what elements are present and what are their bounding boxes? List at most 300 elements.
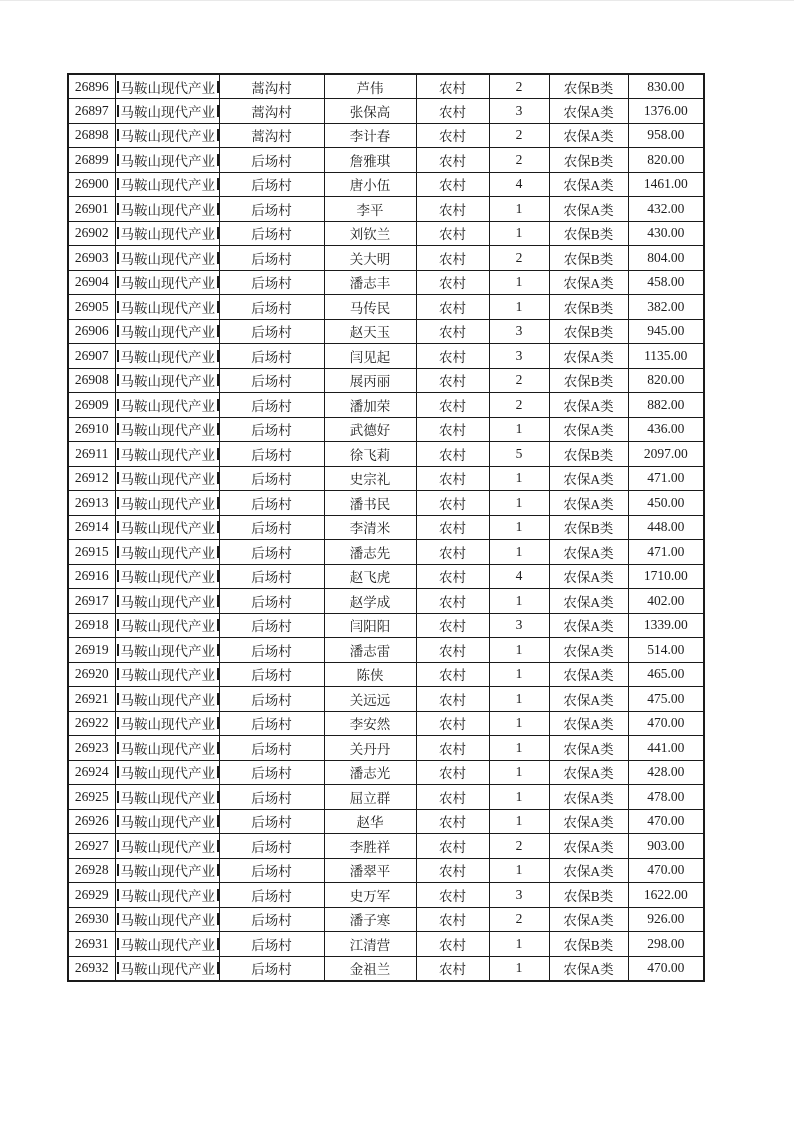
org-name-clipped-text: 马鞍山现代产业 — [117, 689, 218, 709]
cell-person-count: 4 — [489, 172, 549, 197]
org-name-clipped-text: 马鞍山现代产业 — [117, 346, 218, 366]
table-row — [68, 540, 704, 565]
cell-residence-type: 农村 — [416, 736, 489, 761]
org-name-clipped-text: 马鞍山现代产业 — [117, 517, 218, 537]
cell-record-id: 26925 — [68, 785, 115, 810]
cell-org-name-clipped — [115, 711, 219, 736]
cell-residence-type: 农村 — [416, 270, 489, 295]
org-name-clipped-text: 马鞍山现代产业 — [117, 640, 218, 660]
cell-amount: 436.00 — [628, 417, 704, 442]
org-name-clipped-text: 马鞍山现代产业 — [117, 297, 218, 317]
table-row — [68, 711, 704, 736]
cell-insurance-category: 农保B类 — [549, 368, 628, 393]
cell-person-name: 金祖兰 — [324, 956, 416, 981]
cell-insurance-category: 农保A类 — [549, 123, 628, 148]
cell-insurance-category: 农保B类 — [549, 221, 628, 246]
cell-insurance-category: 农保A类 — [549, 99, 628, 124]
org-name-clipped-text: 马鞍山现代产业 — [117, 125, 218, 145]
table-row — [68, 344, 704, 369]
cell-insurance-category: 农保A类 — [549, 736, 628, 761]
cell-amount: 402.00 — [628, 589, 704, 614]
cell-person-count: 3 — [489, 319, 549, 344]
cell-org-name-clipped — [115, 883, 219, 908]
cell-record-id: 26899 — [68, 148, 115, 173]
cell-amount: 458.00 — [628, 270, 704, 295]
table-row — [68, 172, 704, 197]
cell-village-name: 后场村 — [219, 809, 324, 834]
cell-residence-type: 农村 — [416, 368, 489, 393]
cell-insurance-category: 农保A类 — [549, 270, 628, 295]
cell-amount: 448.00 — [628, 515, 704, 540]
cell-insurance-category: 农保A类 — [549, 393, 628, 418]
cell-person-count: 1 — [489, 932, 549, 957]
org-name-clipped-text: 马鞍山现代产业 — [117, 419, 218, 439]
table-row — [68, 319, 704, 344]
cell-org-name-clipped — [115, 858, 219, 883]
cell-amount: 298.00 — [628, 932, 704, 957]
org-name-clipped-text: 马鞍山现代产业 — [117, 860, 218, 880]
cell-insurance-category: 农保A类 — [549, 589, 628, 614]
cell-residence-type: 农村 — [416, 834, 489, 859]
cell-record-id: 26898 — [68, 123, 115, 148]
org-name-clipped-text: 马鞍山现代产业 — [117, 272, 218, 292]
cell-person-name: 潘志雷 — [324, 638, 416, 663]
cell-org-name-clipped — [115, 760, 219, 785]
cell-person-count: 1 — [489, 638, 549, 663]
cell-record-id: 26912 — [68, 466, 115, 491]
cell-person-name: 李胜祥 — [324, 834, 416, 859]
cell-org-name-clipped — [115, 172, 219, 197]
cell-person-count: 1 — [489, 736, 549, 761]
cell-residence-type: 农村 — [416, 295, 489, 320]
cell-person-count: 1 — [489, 417, 549, 442]
cell-insurance-category: 农保B类 — [549, 883, 628, 908]
cell-insurance-category: 农保B类 — [549, 319, 628, 344]
cell-person-count: 2 — [489, 368, 549, 393]
cell-village-name: 后场村 — [219, 564, 324, 589]
cell-record-id: 26931 — [68, 932, 115, 957]
cell-record-id: 26915 — [68, 540, 115, 565]
cell-residence-type: 农村 — [416, 197, 489, 222]
cell-village-name: 后场村 — [219, 932, 324, 957]
table-row — [68, 393, 704, 418]
cell-village-name: 后场村 — [219, 148, 324, 173]
cell-person-count: 2 — [489, 74, 549, 99]
cell-insurance-category: 农保A类 — [549, 197, 628, 222]
cell-person-name: 陈侠 — [324, 662, 416, 687]
cell-village-name: 后场村 — [219, 711, 324, 736]
cell-insurance-category: 农保A类 — [549, 638, 628, 663]
cell-person-count: 1 — [489, 221, 549, 246]
cell-amount: 882.00 — [628, 393, 704, 418]
cell-village-name: 后场村 — [219, 613, 324, 638]
cell-insurance-category: 农保B类 — [549, 515, 628, 540]
org-name-clipped-text: 马鞍山现代产业 — [117, 738, 218, 758]
cell-person-count: 1 — [489, 785, 549, 810]
cell-record-id: 26924 — [68, 760, 115, 785]
cell-residence-type: 农村 — [416, 907, 489, 932]
cell-residence-type: 农村 — [416, 687, 489, 712]
cell-org-name-clipped — [115, 74, 219, 99]
cell-person-count: 4 — [489, 564, 549, 589]
cell-person-name: 展丙丽 — [324, 368, 416, 393]
cell-amount: 478.00 — [628, 785, 704, 810]
org-name-clipped-text: 马鞍山现代产业 — [117, 174, 218, 194]
cell-residence-type: 农村 — [416, 883, 489, 908]
cell-person-count: 1 — [489, 515, 549, 540]
cell-record-id: 26919 — [68, 638, 115, 663]
cell-person-count: 3 — [489, 99, 549, 124]
cell-residence-type: 农村 — [416, 662, 489, 687]
cell-village-name: 后场村 — [219, 785, 324, 810]
cell-person-count: 1 — [489, 270, 549, 295]
org-name-clipped-text: 马鞍山现代产业 — [117, 909, 218, 929]
cell-village-name: 后场村 — [219, 589, 324, 614]
table-row — [68, 662, 704, 687]
cell-village-name: 后场村 — [219, 197, 324, 222]
cell-amount: 441.00 — [628, 736, 704, 761]
table-row — [68, 515, 704, 540]
cell-record-id: 26896 — [68, 74, 115, 99]
table-row — [68, 148, 704, 173]
cell-person-name: 屈立群 — [324, 785, 416, 810]
org-name-clipped-text: 马鞍山现代产业 — [117, 370, 218, 390]
cell-village-name: 后场村 — [219, 466, 324, 491]
cell-person-name: 潘志光 — [324, 760, 416, 785]
cell-record-id: 26916 — [68, 564, 115, 589]
cell-village-name: 后场村 — [219, 883, 324, 908]
cell-person-name: 潘志先 — [324, 540, 416, 565]
table-row — [68, 74, 704, 99]
cell-residence-type: 农村 — [416, 589, 489, 614]
cell-residence-type: 农村 — [416, 74, 489, 99]
cell-amount: 450.00 — [628, 491, 704, 516]
cell-residence-type: 农村 — [416, 540, 489, 565]
cell-record-id: 26914 — [68, 515, 115, 540]
cell-insurance-category: 农保B类 — [549, 246, 628, 271]
cell-record-id: 26932 — [68, 956, 115, 981]
cell-record-id: 26907 — [68, 344, 115, 369]
cell-insurance-category: 农保A类 — [549, 662, 628, 687]
cell-insurance-category: 农保B类 — [549, 932, 628, 957]
cell-person-count: 3 — [489, 883, 549, 908]
cell-org-name-clipped — [115, 785, 219, 810]
cell-residence-type: 农村 — [416, 99, 489, 124]
table-row — [68, 442, 704, 467]
cell-residence-type: 农村 — [416, 466, 489, 491]
cell-record-id: 26928 — [68, 858, 115, 883]
cell-record-id: 26923 — [68, 736, 115, 761]
cell-person-name: 芦伟 — [324, 74, 416, 99]
cell-org-name-clipped — [115, 687, 219, 712]
cell-org-name-clipped — [115, 417, 219, 442]
cell-person-name: 李计春 — [324, 123, 416, 148]
org-name-clipped-text: 马鞍山现代产业 — [117, 836, 218, 856]
cell-org-name-clipped — [115, 197, 219, 222]
org-name-clipped-text: 马鞍山现代产业 — [117, 664, 218, 684]
cell-person-count: 2 — [489, 148, 549, 173]
cell-org-name-clipped — [115, 221, 219, 246]
cell-amount: 804.00 — [628, 246, 704, 271]
table-row — [68, 907, 704, 932]
cell-residence-type: 农村 — [416, 515, 489, 540]
cell-insurance-category: 农保A类 — [549, 785, 628, 810]
table-row — [68, 368, 704, 393]
cell-record-id: 26903 — [68, 246, 115, 271]
insurance-record-table-body — [68, 74, 704, 981]
cell-org-name-clipped — [115, 344, 219, 369]
cell-org-name-clipped — [115, 932, 219, 957]
table-row — [68, 589, 704, 614]
cell-amount: 1376.00 — [628, 99, 704, 124]
cell-person-count: 2 — [489, 123, 549, 148]
cell-person-count: 3 — [489, 613, 549, 638]
cell-residence-type: 农村 — [416, 221, 489, 246]
cell-person-name: 史宗礼 — [324, 466, 416, 491]
cell-insurance-category: 农保A类 — [549, 172, 628, 197]
cell-insurance-category: 农保B类 — [549, 74, 628, 99]
cell-village-name: 蒿沟村 — [219, 74, 324, 99]
cell-residence-type: 农村 — [416, 564, 489, 589]
cell-record-id: 26927 — [68, 834, 115, 859]
cell-amount: 475.00 — [628, 687, 704, 712]
cell-amount: 1461.00 — [628, 172, 704, 197]
org-name-clipped-text: 马鞍山现代产业 — [117, 77, 218, 97]
cell-person-name: 关丹丹 — [324, 736, 416, 761]
table-row — [68, 785, 704, 810]
cell-amount: 432.00 — [628, 197, 704, 222]
cell-org-name-clipped — [115, 907, 219, 932]
cell-org-name-clipped — [115, 368, 219, 393]
cell-amount: 430.00 — [628, 221, 704, 246]
cell-amount: 2097.00 — [628, 442, 704, 467]
cell-person-name: 关远远 — [324, 687, 416, 712]
cell-village-name: 后场村 — [219, 736, 324, 761]
org-name-clipped-text: 马鞍山现代产业 — [117, 762, 218, 782]
table-row — [68, 295, 704, 320]
org-name-clipped-text: 马鞍山现代产业 — [117, 468, 218, 488]
cell-insurance-category: 农保A类 — [549, 344, 628, 369]
cell-record-id: 26910 — [68, 417, 115, 442]
cell-person-count: 1 — [489, 466, 549, 491]
cell-record-id: 26906 — [68, 319, 115, 344]
table-row — [68, 687, 704, 712]
org-name-clipped-text: 马鞍山现代产业 — [117, 444, 218, 464]
cell-amount: 470.00 — [628, 809, 704, 834]
cell-village-name: 后场村 — [219, 907, 324, 932]
table-row — [68, 613, 704, 638]
cell-record-id: 26918 — [68, 613, 115, 638]
cell-org-name-clipped — [115, 736, 219, 761]
cell-village-name: 后场村 — [219, 638, 324, 663]
cell-record-id: 26922 — [68, 711, 115, 736]
cell-village-name: 后场村 — [219, 246, 324, 271]
cell-insurance-category: 农保A类 — [549, 491, 628, 516]
cell-person-name: 潘子寒 — [324, 907, 416, 932]
table-row — [68, 123, 704, 148]
cell-residence-type: 农村 — [416, 956, 489, 981]
cell-insurance-category: 农保B类 — [549, 295, 628, 320]
cell-residence-type: 农村 — [416, 148, 489, 173]
cell-record-id: 26908 — [68, 368, 115, 393]
cell-record-id: 26911 — [68, 442, 115, 467]
cell-amount: 820.00 — [628, 148, 704, 173]
cell-village-name: 后场村 — [219, 540, 324, 565]
cell-residence-type: 农村 — [416, 123, 489, 148]
cell-village-name: 后场村 — [219, 662, 324, 687]
cell-insurance-category: 农保A类 — [549, 687, 628, 712]
cell-residence-type: 农村 — [416, 932, 489, 957]
cell-village-name: 后场村 — [219, 858, 324, 883]
org-name-clipped-text: 马鞍山现代产业 — [117, 542, 218, 562]
cell-record-id: 26902 — [68, 221, 115, 246]
org-name-clipped-text: 马鞍山现代产业 — [117, 321, 218, 341]
table-row — [68, 883, 704, 908]
org-name-clipped-text: 马鞍山现代产业 — [117, 101, 218, 121]
cell-org-name-clipped — [115, 393, 219, 418]
cell-person-name: 刘钦兰 — [324, 221, 416, 246]
cell-person-name: 马传民 — [324, 295, 416, 320]
cell-insurance-category: 农保A类 — [549, 613, 628, 638]
cell-org-name-clipped — [115, 834, 219, 859]
cell-record-id: 26909 — [68, 393, 115, 418]
cell-org-name-clipped — [115, 515, 219, 540]
cell-insurance-category: 农保B类 — [549, 442, 628, 467]
cell-village-name: 后场村 — [219, 172, 324, 197]
cell-insurance-category: 农保A类 — [549, 466, 628, 491]
cell-person-name: 赵飞虎 — [324, 564, 416, 589]
cell-person-count: 1 — [489, 711, 549, 736]
cell-person-count: 3 — [489, 344, 549, 369]
cell-amount: 470.00 — [628, 858, 704, 883]
cell-residence-type: 农村 — [416, 809, 489, 834]
cell-person-name: 闫见起 — [324, 344, 416, 369]
cell-person-count: 5 — [489, 442, 549, 467]
cell-insurance-category: 农保A类 — [549, 834, 628, 859]
cell-residence-type: 农村 — [416, 344, 489, 369]
table-row — [68, 638, 704, 663]
cell-record-id: 26926 — [68, 809, 115, 834]
cell-record-id: 26904 — [68, 270, 115, 295]
cell-person-name: 詹雅琪 — [324, 148, 416, 173]
cell-person-name: 张保高 — [324, 99, 416, 124]
cell-person-count: 1 — [489, 589, 549, 614]
cell-org-name-clipped — [115, 956, 219, 981]
cell-village-name: 后场村 — [219, 442, 324, 467]
cell-residence-type: 农村 — [416, 613, 489, 638]
cell-person-count: 1 — [489, 197, 549, 222]
cell-person-count: 1 — [489, 687, 549, 712]
org-name-clipped-text: 马鞍山现代产业 — [117, 615, 218, 635]
cell-record-id: 26897 — [68, 99, 115, 124]
cell-village-name: 后场村 — [219, 393, 324, 418]
cell-record-id: 26900 — [68, 172, 115, 197]
cell-village-name: 后场村 — [219, 319, 324, 344]
cell-amount: 470.00 — [628, 956, 704, 981]
cell-person-name: 潘加荣 — [324, 393, 416, 418]
org-name-clipped-text: 马鞍山现代产业 — [117, 395, 218, 415]
cell-person-name: 李安然 — [324, 711, 416, 736]
cell-amount: 382.00 — [628, 295, 704, 320]
cell-record-id: 26901 — [68, 197, 115, 222]
cell-village-name: 后场村 — [219, 295, 324, 320]
cell-residence-type: 农村 — [416, 172, 489, 197]
cell-amount: 428.00 — [628, 760, 704, 785]
cell-amount: 958.00 — [628, 123, 704, 148]
cell-village-name: 后场村 — [219, 221, 324, 246]
cell-record-id: 26917 — [68, 589, 115, 614]
cell-org-name-clipped — [115, 662, 219, 687]
table-row — [68, 932, 704, 957]
cell-village-name: 蒿沟村 — [219, 99, 324, 124]
cell-person-name: 赵学成 — [324, 589, 416, 614]
cell-amount: 471.00 — [628, 540, 704, 565]
cell-org-name-clipped — [115, 442, 219, 467]
cell-org-name-clipped — [115, 564, 219, 589]
cell-org-name-clipped — [115, 638, 219, 663]
table-row — [68, 858, 704, 883]
cell-insurance-category: 农保B类 — [549, 148, 628, 173]
cell-person-count: 1 — [489, 858, 549, 883]
cell-village-name: 后场村 — [219, 368, 324, 393]
org-name-clipped-text: 马鞍山现代产业 — [117, 493, 218, 513]
org-name-clipped-text: 马鞍山现代产业 — [117, 150, 218, 170]
cell-residence-type: 农村 — [416, 442, 489, 467]
cell-village-name: 后场村 — [219, 687, 324, 712]
cell-person-count: 2 — [489, 393, 549, 418]
table-row — [68, 809, 704, 834]
cell-residence-type: 农村 — [416, 858, 489, 883]
cell-org-name-clipped — [115, 466, 219, 491]
cell-residence-type: 农村 — [416, 785, 489, 810]
cell-person-name: 武德好 — [324, 417, 416, 442]
cell-person-name: 李平 — [324, 197, 416, 222]
table-row — [68, 246, 704, 271]
org-name-clipped-text: 马鞍山现代产业 — [117, 885, 218, 905]
cell-insurance-category: 农保A类 — [549, 858, 628, 883]
cell-amount: 1339.00 — [628, 613, 704, 638]
cell-village-name: 后场村 — [219, 344, 324, 369]
table-row — [68, 956, 704, 981]
cell-village-name: 后场村 — [219, 417, 324, 442]
cell-person-name: 赵华 — [324, 809, 416, 834]
table-row — [68, 466, 704, 491]
cell-village-name: 蒿沟村 — [219, 123, 324, 148]
cell-record-id: 26913 — [68, 491, 115, 516]
cell-person-name: 徐飞莉 — [324, 442, 416, 467]
cell-org-name-clipped — [115, 540, 219, 565]
cell-org-name-clipped — [115, 319, 219, 344]
org-name-clipped-text: 马鞍山现代产业 — [117, 248, 218, 268]
cell-person-name: 李清米 — [324, 515, 416, 540]
cell-insurance-category: 农保A类 — [549, 711, 628, 736]
cell-org-name-clipped — [115, 270, 219, 295]
cell-org-name-clipped — [115, 809, 219, 834]
cell-village-name: 后场村 — [219, 515, 324, 540]
table-row — [68, 736, 704, 761]
cell-record-id: 26921 — [68, 687, 115, 712]
cell-amount: 1135.00 — [628, 344, 704, 369]
cell-insurance-category: 农保A类 — [549, 956, 628, 981]
org-name-clipped-text: 马鞍山现代产业 — [117, 787, 218, 807]
cell-amount: 471.00 — [628, 466, 704, 491]
cell-village-name: 后场村 — [219, 491, 324, 516]
cell-person-count: 1 — [489, 491, 549, 516]
cell-person-name: 潘志丰 — [324, 270, 416, 295]
cell-person-name: 潘书民 — [324, 491, 416, 516]
cell-person-count: 1 — [489, 540, 549, 565]
cell-amount: 945.00 — [628, 319, 704, 344]
